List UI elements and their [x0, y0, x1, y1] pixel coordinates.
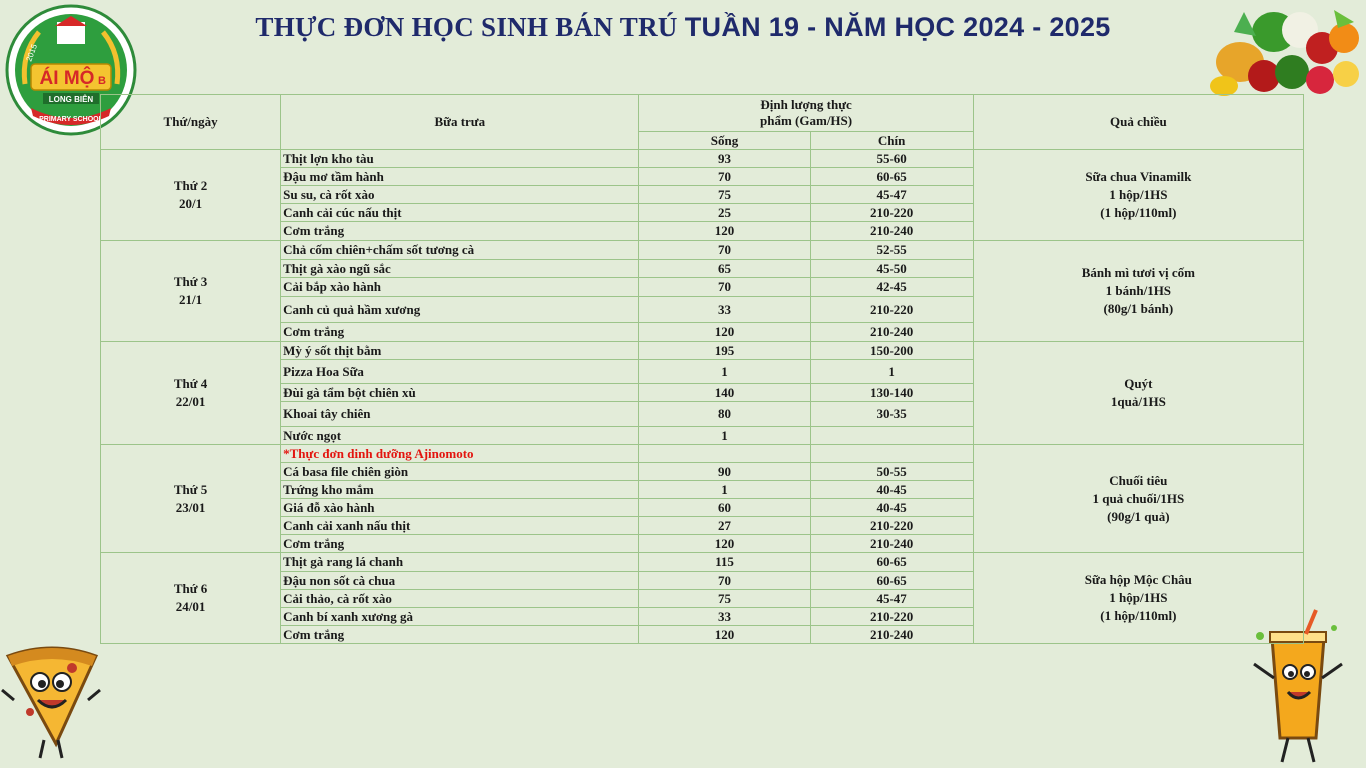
cooked-amount: 210-240 [810, 535, 973, 553]
dish-name: Cơm trắng [281, 626, 639, 644]
dish-name: Cơm trắng [281, 222, 639, 241]
raw-amount: 70 [639, 241, 810, 260]
raw-amount: 1 [639, 427, 810, 445]
logo-suffix: B [98, 75, 106, 87]
raw-amount: 195 [639, 342, 810, 360]
afternoon-snack-line: 1quả/1HS [1110, 394, 1166, 409]
logo-school: PRIMARY SCHOOL [39, 116, 103, 123]
dish-name: Cải thảo, cà rốt xào [281, 590, 639, 608]
afternoon-snack-line: 1 hộp/1HS [1109, 187, 1168, 202]
cooked-amount: 1 [810, 360, 973, 384]
day-date: 21/1 [179, 292, 203, 307]
afternoon-snack-line: Quýt [1124, 376, 1153, 391]
afternoon-snack-cell [973, 150, 1303, 241]
afternoon-snack-cell [973, 241, 1303, 342]
cooked-amount: 45-47 [810, 186, 973, 204]
header-day: Thứ/ngày [101, 95, 281, 150]
day-name: Thứ 4 [173, 376, 208, 391]
dish-name: Mỳ ý sốt thịt bằm [281, 342, 639, 360]
raw-amount: 25 [639, 204, 810, 222]
cooked-amount: 45-47 [810, 590, 973, 608]
day-cell [101, 150, 281, 241]
pizza-mascot-image [0, 640, 104, 764]
afternoon-snack-line: Bánh mì tươi vị cốm [1081, 265, 1195, 280]
table-row [101, 241, 1304, 260]
day-date: 23/01 [175, 499, 206, 515]
dish-name: Pizza Hoa Sữa [281, 360, 639, 384]
day-cell [101, 445, 281, 553]
day-date: 22/01 [175, 394, 206, 409]
day-cell [101, 553, 281, 644]
afternoon-snack-line: Sữa chua Vinamilk [1085, 169, 1192, 184]
raw-amount: 115 [639, 553, 810, 572]
dish-name: Cơm trắng [281, 535, 639, 553]
header-quantity [639, 95, 973, 132]
cooked-amount: 210-220 [810, 517, 973, 535]
afternoon-snack-line: (1 hộp/110ml) [1100, 608, 1177, 623]
cooked-amount: 45-50 [810, 260, 973, 278]
afternoon-snack-line: (80g/1 bánh) [1103, 301, 1174, 316]
table-row [101, 445, 1304, 463]
dish-name: Đùi gà tẩm bột chiên xù [281, 384, 639, 402]
dish-name: Cải bắp xào hành [281, 278, 639, 297]
dish-name: Giá đỗ xào hành [281, 499, 639, 517]
afternoon-snack-line: (1 hộp/110ml) [1100, 205, 1177, 220]
menu-note: *Thực đơn dinh dưỡng Ajinomoto [281, 445, 639, 463]
raw-amount: 120 [639, 222, 810, 241]
raw-amount: 75 [639, 186, 810, 204]
dish-name: Canh củ quả hầm xương [281, 297, 639, 323]
dish-name: Thịt gà rang lá chanh [281, 553, 639, 572]
logo-year: 2015 [24, 42, 39, 63]
dish-name: Thịt gà xào ngũ sắc [281, 260, 639, 278]
raw-amount: 75 [639, 590, 810, 608]
logo-name: ÁI MỘ [39, 68, 95, 89]
day-name: Thứ 5 [173, 481, 208, 497]
day-name: Thứ 3 [173, 274, 208, 289]
page-title [0, 12, 1366, 43]
cooked-amount: 60-65 [810, 168, 973, 186]
raw-amount: 27 [639, 517, 810, 535]
cooked-amount: 210-220 [810, 608, 973, 626]
title-part1: THỰC ĐƠN HỌC SINH BÁN TRÚ [255, 12, 678, 42]
afternoon-snack-line: Chuối tiêu [1109, 472, 1168, 488]
cooked-amount [810, 427, 973, 445]
afternoon-snack-line: 1 bánh/1HS [1105, 283, 1172, 298]
dish-name: Chả cốm chiên+chấm sốt tương cà [281, 241, 639, 260]
header-quantity-line1: Định lượng thực [760, 97, 852, 112]
raw-amount: 1 [639, 481, 810, 499]
day-cell [101, 342, 281, 445]
raw-amount: 80 [639, 402, 810, 427]
afternoon-snack-line: Sữa hộp Mộc Châu [1084, 572, 1192, 587]
dish-name: Đậu mơ tầm hành [281, 168, 639, 186]
afternoon-snack-cell [973, 342, 1303, 445]
cooked-amount: 40-45 [810, 481, 973, 499]
cooked-amount: 30-35 [810, 402, 973, 427]
cooked-amount: 210-240 [810, 323, 973, 342]
cooked-amount: 150-200 [810, 342, 973, 360]
day-date: 24/01 [175, 599, 206, 614]
afternoon-snack-line: 1 hộp/1HS [1109, 590, 1168, 605]
header-raw: Sống [639, 132, 810, 150]
dish-name: Đậu non sốt cà chua [281, 572, 639, 590]
dish-name: Canh cải cúc nấu thịt [281, 204, 639, 222]
table-row [101, 342, 1304, 360]
cooked-amount: 60-65 [810, 553, 973, 572]
raw-amount: 120 [639, 626, 810, 644]
dish-name: Canh bí xanh xương gà [281, 608, 639, 626]
dish-name: Nước ngọt [281, 427, 639, 445]
raw-amount: 70 [639, 572, 810, 590]
dish-name: Trứng kho mắm [281, 481, 639, 499]
raw-amount: 70 [639, 278, 810, 297]
raw-amount: 120 [639, 323, 810, 342]
raw-amount: 120 [639, 535, 810, 553]
raw-amount: 33 [639, 297, 810, 323]
raw-amount: 70 [639, 168, 810, 186]
cooked-amount: 210-220 [810, 204, 973, 222]
menu-table [100, 94, 1304, 644]
vegetables-image [1204, 2, 1364, 106]
cooked-amount: 50-55 [810, 463, 973, 481]
raw-amount: 60 [639, 499, 810, 517]
dish-name: Su su, cà rốt xào [281, 186, 639, 204]
cooked-amount: 130-140 [810, 384, 973, 402]
raw-amount: 90 [639, 463, 810, 481]
cooked-amount: 60-65 [810, 572, 973, 590]
header-afternoon: Quả chiều [973, 95, 1303, 150]
day-name: Thứ 2 [173, 178, 208, 193]
cooked-amount: 55-60 [810, 150, 973, 168]
cooked-amount: 210-240 [810, 222, 973, 241]
raw-amount: 140 [639, 384, 810, 402]
dish-name: Canh cải xanh nấu thịt [281, 517, 639, 535]
afternoon-snack-line: (90g/1 quả) [1107, 508, 1170, 524]
header-quantity-line2: phẩm (Gam/HS) [760, 113, 853, 128]
dish-name: Cá basa file chiên giòn [281, 463, 639, 481]
dish-name: Thịt lợn kho tàu [281, 150, 639, 168]
logo-district: LONG BIÊN [48, 95, 94, 104]
raw-amount: 93 [639, 150, 810, 168]
raw-amount: 33 [639, 608, 810, 626]
cooked-amount: 40-45 [810, 499, 973, 517]
cooked-amount: 210-220 [810, 297, 973, 323]
cooked-cell [810, 445, 973, 463]
dish-name: Khoai tây chiên [281, 402, 639, 427]
table-row [101, 150, 1304, 168]
afternoon-snack-line: 1 quả chuối/1HS [1092, 490, 1185, 506]
day-name: Thứ 6 [173, 581, 208, 596]
cooked-amount: 52-55 [810, 241, 973, 260]
table-row [101, 553, 1304, 572]
title-part2: TUẦN 19 - NĂM HỌC 2024 - 2025 [684, 12, 1111, 42]
raw-amount: 65 [639, 260, 810, 278]
cooked-amount: 42-45 [810, 278, 973, 297]
day-date: 20/1 [179, 196, 203, 211]
afternoon-snack-cell [973, 553, 1303, 644]
afternoon-snack-cell [973, 445, 1303, 553]
day-cell [101, 241, 281, 342]
raw-cell [639, 445, 810, 463]
raw-amount: 1 [639, 360, 810, 384]
dish-name: Cơm trắng [281, 323, 639, 342]
header-cooked: Chín [810, 132, 973, 150]
header-lunch: Bữa trưa [281, 95, 639, 150]
cooked-amount: 210-240 [810, 626, 973, 644]
